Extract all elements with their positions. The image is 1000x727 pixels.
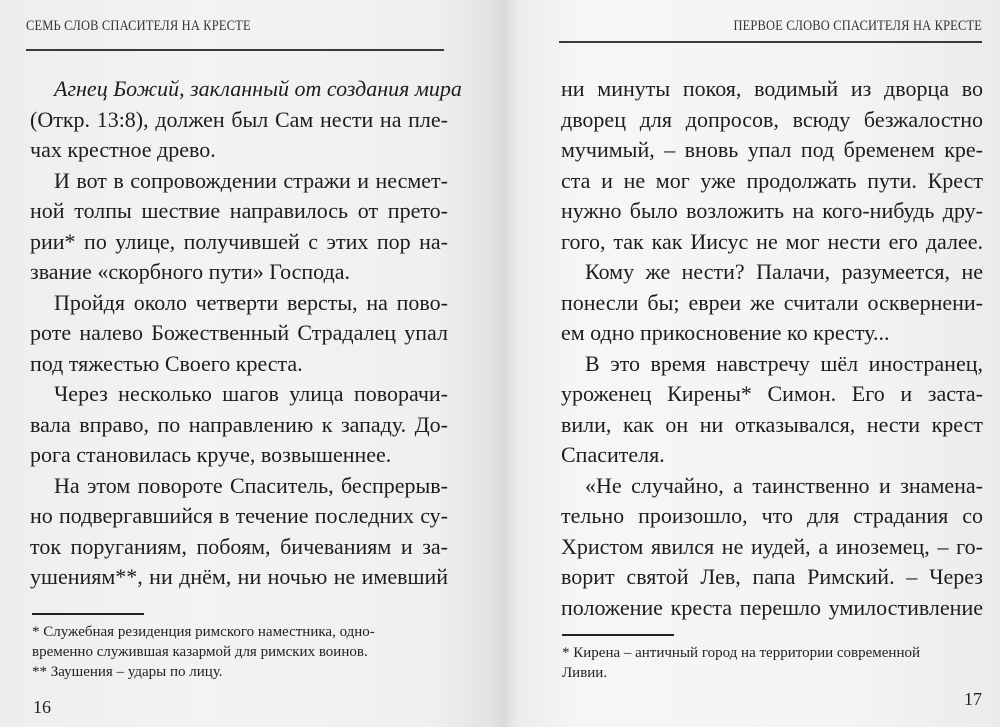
- footnote-line: Ливии.: [562, 665, 608, 681]
- text-line: нужно было возложить на кого-нибудь дру-: [561, 198, 983, 223]
- footnote-line: * Кирена – античный город на территории современной: [562, 645, 921, 661]
- footnote-line: ** Заушения – удары по лицу.: [32, 664, 223, 680]
- text-line: Христом явился не иудей, а иноземец, – го-: [561, 533, 983, 559]
- running-head-right: ПЕРВОЕ СЛОВО СПАСИТЕЛЯ НА КРЕСТЕ: [733, 18, 982, 34]
- text-line: ушениям**, ни днём, ни ночью не имевший: [30, 564, 448, 589]
- text-line: (Откр. 13:8), должен был Сам нести на пле-: [30, 106, 448, 132]
- text-line: положение креста перешло умилостивление: [561, 594, 983, 620]
- text-line: дворец для допросов, всюду безжалостно: [561, 106, 983, 132]
- text-line: Спасителя.: [561, 442, 665, 467]
- page-number-right: 17: [964, 689, 982, 709]
- text-line: «Не случайно, а таинственно и знамена-: [585, 472, 983, 498]
- footnotes-left: [32, 622, 432, 682]
- footnote-rule-left: [32, 613, 144, 615]
- text-line: В это время навстречу шёл иностранец,: [585, 350, 983, 376]
- text-line: На этом повороте Спаситель, беспрерыв-: [54, 472, 448, 498]
- text-line: ток поруганиям, побоям, бичеваниям и за-: [30, 533, 448, 559]
- body-text-left: [30, 74, 462, 593]
- text-line: рога становилась круче, возвышеннее.: [30, 442, 392, 467]
- right-page: [503, 0, 1000, 727]
- text-line: мучимый, – вновь упал под бременем кре-: [561, 137, 983, 162]
- footnote-line: временно служившая казармой для римских воинов.: [32, 644, 368, 660]
- text-line: звание «скорбного пути» Господа.: [30, 259, 350, 284]
- footnote-line: * Служебная резиденция римского наместника, одно-: [32, 624, 375, 640]
- text-line: ной толпы шествие направилось от прето-: [30, 198, 448, 223]
- text-line: тельно произошло, что для страдания со: [561, 503, 983, 528]
- header-rule-left: [26, 49, 444, 51]
- text-line: роте налево Божественный Страдалец упал: [30, 320, 448, 345]
- text-line: Пройдя около четверти версты, на пово-: [54, 289, 448, 315]
- text-line: ста и не мог уже продолжать пути. Крест: [561, 167, 983, 193]
- text-line: под тяжестью Своего креста.: [30, 350, 303, 376]
- text-line: Кому же нести? Палачи, разумеется, не: [585, 259, 983, 284]
- footnote-rule-right: [562, 634, 674, 636]
- text-line: вала вправо, по направлению к западу. До-: [30, 411, 448, 437]
- text-line: ворит святой Лев, папа Римский. – Через: [561, 564, 983, 589]
- text-line: понесли бы; евреи же считали осквернени-: [561, 289, 983, 315]
- page-number-left: 16: [33, 697, 51, 717]
- footnotes-right: [562, 643, 982, 683]
- text-line: Агнец Божий, закланный от создания мира: [54, 76, 462, 101]
- running-head-left: СЕМЬ СЛОВ СПАСИТЕЛЯ НА КРЕСТЕ: [26, 18, 251, 34]
- text-line: но подвергавшийся в течение последних су-: [30, 503, 448, 528]
- text-line: ни минуты покоя, водимый из дворца во: [561, 76, 983, 101]
- text-line: И вот в сопровождении стражи и несмет-: [54, 167, 448, 193]
- text-line: уроженец Кирены* Симон. Его и заста-: [561, 381, 983, 406]
- text-line: гого, так как Иисус не мог нести его далее.: [561, 228, 983, 254]
- text-line: чах крестное древо.: [30, 137, 216, 162]
- text-line: рии* по улице, получившей с этих пор на-: [30, 228, 448, 254]
- text-line: Через несколько шагов улица поворачи-: [54, 381, 448, 406]
- text-line: ем одно прикосновение ко кресту...: [561, 320, 890, 345]
- text-line: вили, как он ни отказывался, нести крест: [561, 411, 983, 437]
- body-text-right: [561, 74, 983, 623]
- header-rule-right: [559, 41, 982, 43]
